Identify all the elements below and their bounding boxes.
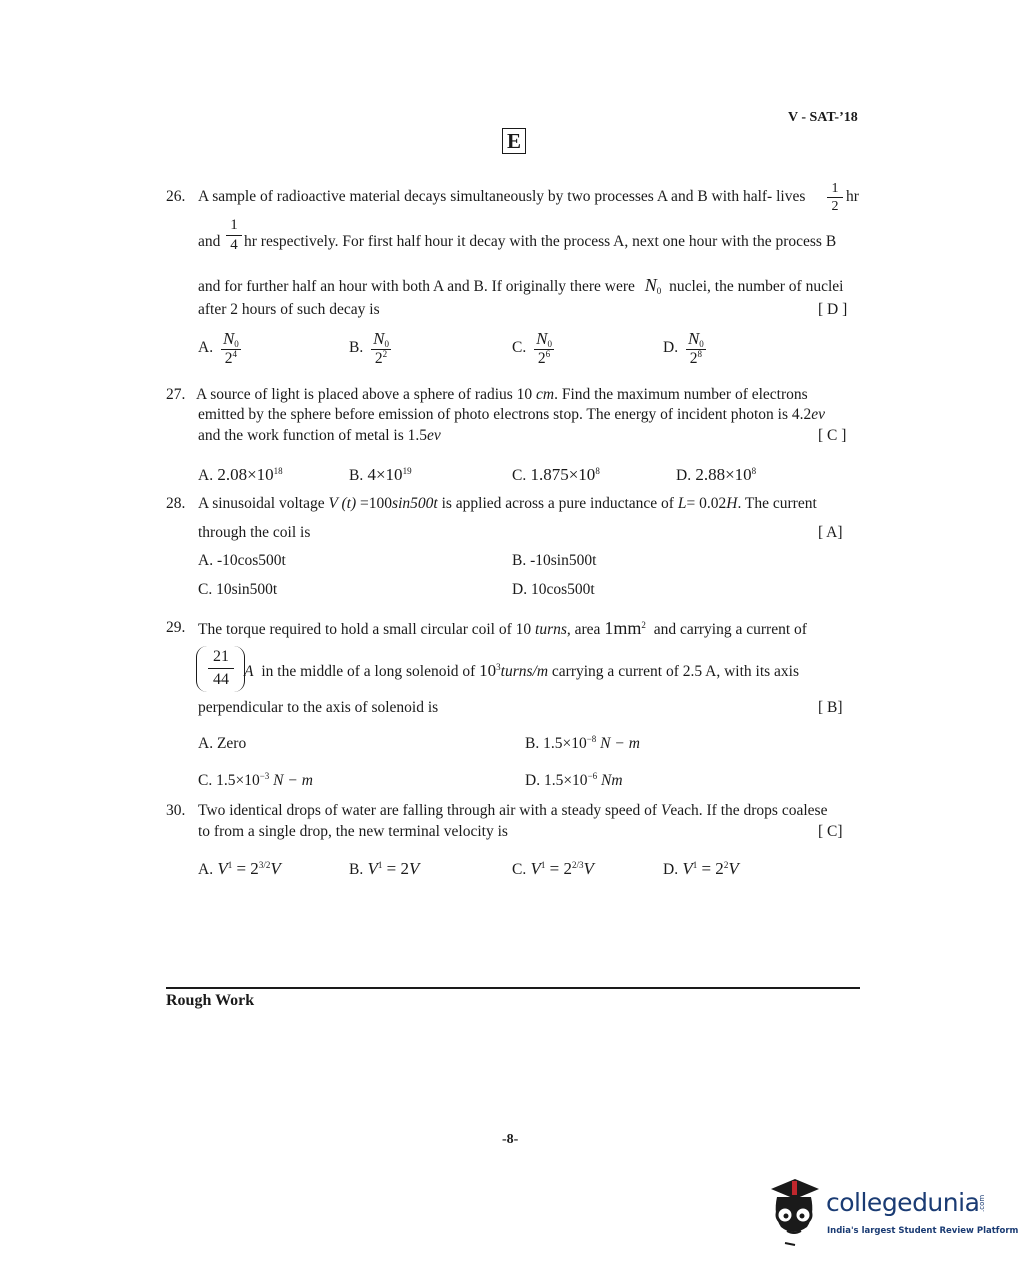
q27-answer: [ C ] <box>818 427 847 444</box>
page-number: -8- <box>502 1132 519 1147</box>
q28-answer: [ A] <box>818 524 843 541</box>
q28-line-2: through the coil is <box>198 524 311 541</box>
q26-option-b: B. $\frac{N_0}{2^2}$ <box>349 329 389 367</box>
q28-option-b: B. -10sin500t <box>512 552 597 569</box>
q26-answer: [ D ] <box>818 301 848 318</box>
q27-line-2: emitted by the sphere before emission of photo electrons stop. The energy of incident photon is 4.2ev <box>198 406 826 423</box>
q29-left-paren <box>196 646 207 692</box>
q30-line-2: to from a single drop, the new terminal velocity is <box>198 823 508 840</box>
q26-hr: hr <box>846 188 859 205</box>
q26-option-a: A. $\frac{N_0}{2^4}$ <box>198 329 239 367</box>
q29-line-1: The torque required to hold a small circular coil of 10 turns, area $1mm^2$ and carrying a current of <box>198 618 807 638</box>
rough-work-label: Rough Work <box>166 992 255 1009</box>
q30-number: 30. <box>166 802 186 819</box>
q27-option-b: B. $4\times 10^{19}$ <box>349 465 412 484</box>
q30-line-1: Two identical drops of water are falling through air with a steady speed of Veach. If the drops coalese <box>198 802 828 819</box>
q28-option-c: C. 10sin500t <box>198 581 278 598</box>
q30-option-b: B. $V^1 = 2V$ <box>349 859 420 878</box>
q26-half-fraction: 1 2 <box>827 180 843 215</box>
q26-line-4: after 2 hours of such decay is <box>198 301 380 318</box>
q27-line-3: and the work function of metal is 1.5ev <box>198 427 441 444</box>
q29-answer: [ B] <box>818 699 843 716</box>
q29-option-b: B. $1.5\times 10^{-8}$ N − m <box>525 734 640 752</box>
q29-line-3: perpendicular to the axis of solenoid is <box>198 699 439 716</box>
q27-line-1: A source of light is placed above a sphere of radius 10 cm. Find the maximum number of electrons <box>196 386 808 403</box>
q26-line-3: and for further half an hour with both A and B. If originally there were $N_0$ nuclei, the number of nuclei <box>198 275 844 296</box>
q28-line-1: A sinusoidal voltage V (t) =100sin500t is applied across a pure inductance of L= 0.02H. The current <box>198 495 817 512</box>
q28-number: 28. <box>166 495 186 512</box>
brand-name: collegedunia <box>826 1188 980 1217</box>
q27-option-d: D. $2.88\times 10^8$ <box>676 465 757 484</box>
q29-current-fraction: 21 44 <box>208 646 234 691</box>
q29-option-a: A. Zero <box>198 735 247 752</box>
exam-code: V - SAT-’18 <box>788 110 858 125</box>
q26-option-d: D. $\frac{N_0}{2^8}$ <box>663 329 704 367</box>
q26-quarter-fraction: 1 4 <box>226 216 242 255</box>
q28-option-a: A. -10cos500t <box>198 552 286 569</box>
q28-option-d: D. 10cos500t <box>512 581 595 598</box>
q30-option-c: C. $V^1 = 2^{2/3}V$ <box>512 859 594 878</box>
q26-number: 26. <box>166 188 186 205</box>
set-letter-box: E <box>502 128 526 154</box>
q27-option-a: A. $2.08\times 10^{18}$ <box>198 465 283 484</box>
q29-option-d: D. $1.5\times 10^{-6}$ Nm <box>525 771 623 789</box>
q26-option-c: C. $\frac{N_0}{2^6}$ <box>512 329 552 367</box>
q26-line-2: hr respectively. For first half hour it decay with the process A, next one hour with the process B <box>244 233 837 250</box>
q30-answer: [ C] <box>818 823 843 840</box>
q30-option-a: A. $V^1 = 2^{3/2}V$ <box>198 859 281 878</box>
rough-work-divider <box>166 987 860 989</box>
brand-com: .com <box>978 1194 986 1212</box>
mascot-icon <box>765 1175 823 1247</box>
q29-number: 29. <box>166 619 186 636</box>
q27-option-c: C. $1.875\times 10^8$ <box>512 465 600 484</box>
q29-line-2: A in the middle of a long solenoid of $10^3turns/m$ carrying a current of 2.5 A, with its axis <box>244 661 799 680</box>
q26-and: and <box>198 233 221 250</box>
q27-number: 27. <box>166 386 186 403</box>
brand-tagline: India's largest Student Review Platform <box>827 1226 1019 1236</box>
q29-option-c: C. $1.5\times 10^{-3}$ N − m <box>198 771 313 789</box>
q30-option-d: D. $V^1 = 2^2V$ <box>663 859 739 878</box>
q26-line-1: A sample of radioactive material decays simultaneously by two processes A and B with half- lives <box>198 188 806 205</box>
